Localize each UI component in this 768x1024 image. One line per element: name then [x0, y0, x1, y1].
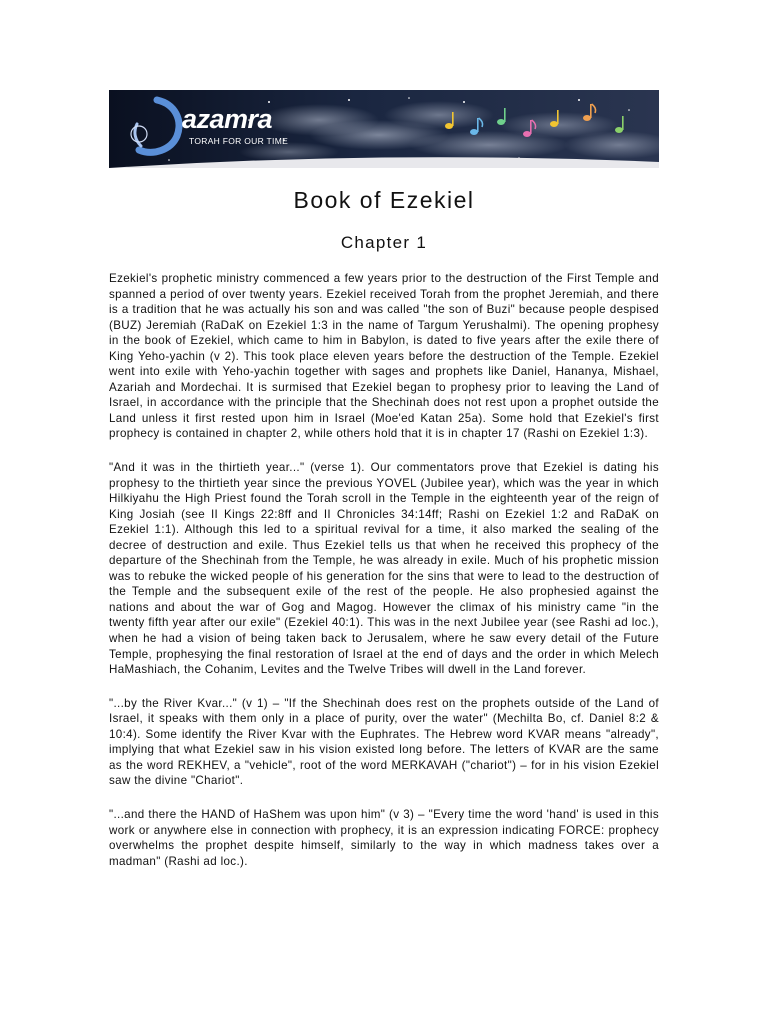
body-paragraph: "And it was in the thirtieth year..." (verse 1). Our commentators prove that Ezekiel is dating his prophesy to the thirtieth year since the previous YOVEL (Jubilee year), which was the year in which Hilkiyahu the High Priest found the Torah scroll in the Temple in the eighteenth year of the reign of King Josiah (see II Kings 22:8ff and II Chronicles 34:14ff; Rashi on Ezekiel 1:2 and RaDaK on Ezekiel 1:1). Although this led to a spiritual revival for a time, it also marked the sealing of the decree of destruction and exile. Thus Ezekiel tells us that when he received this prophecy of the departure of the Shechinah from the Temple, he was already in exile. Much of his prophetic mission was to rebuke the wicked people of his generation for the sins that were to lead to the destruction of the Temple and the subsequent exile of the rest of the people. He also prophesied against the nations and about the war of Gog and Magog. However the climax of his ministry came "in the twenty fifth year after our exile" (Ezekiel 40:1). This was in the next Jubilee year (see Rashi ad loc.), when he had a vision of being taken back to Jerusalem, where he saw every detail of the Future Temple, prophesying the final restoration of Israel at the end of days and the order in which Melech HaMashiach, the Cohanim, Levites and the Twelve Tribes will dwell in the Land forever. — [109, 461, 659, 677]
azamra-banner — [109, 90, 659, 168]
body-paragraph: "...and there the HAND of HaShem was upon him" (v 3) – "Every time the word 'hand' is used in this work or anywhere else in connection with prophecy, it is an expression indicating FORCE: prophecy overwhelms the prophet despite himself, similarly to the way in which madness takes over a madman" (Rashi ad loc.). — [109, 807, 659, 868]
chapter-heading: Chapter 1 — [340, 233, 428, 252]
document-title: Book of Ezekiel — [293, 187, 475, 213]
document-body — [109, 271, 659, 887]
body-paragraph: "...by the River Kvar..." (v 1) – "If the Shechinah does rest on the prophets outside of the Land of Israel, it speaks with them only in a place of purity, over the water" (Mechilta Bo, cf. Daniel 8:2 & 10:4). Some identify the River Kvar with the Euphrates. The Hebrew word KVAR means "already", implying that what Ezekiel saw in his vision existed long before. The letters of KVAR are the same as the word REKHEV, a "vehicle", root of the word MERKAVAH ("chariot") – for in his vision Ezekiel saw the divine "Chariot". — [109, 696, 659, 788]
logo-wordmark: azamra — [182, 104, 273, 134]
logo-tagline: TORAH FOR OUR TIME — [189, 136, 289, 146]
body-paragraph: Ezekiel's prophetic ministry commenced a few years prior to the destruction of the First Temple and spanned a period of over twenty years. Ezekiel received Torah from the prophet Jeremiah, and there is a tradition that he was actually his son and was called "the son of Buzi" because people despised (BUZ) Jeremiah (RaDaK on Ezekiel 1:3 in the name of Targum Yerushalmi). The opening prophesy in the book of Ezekiel, which came to him in Babylon, is dated to five years after the exile there of King Yeho-yachin (v 2). This took place eleven years before the destruction of the Temple. Ezekiel went into exile with Yeho-yachin together with sages and prophets like Daniel, Hananya, Mishael, Azariah and Mordechai. It is surmised that Ezekiel began to prophesy prior to leaving the Land of Israel, in accordance with the principle that the Shechinah does not rest upon a prophet outside the Land unless it first rested upon him in Israel (Moe'ed Katan 25a). Some hold that Ezekiel's first prophecy is contained in chapter 2, while others hold that it is in chapter 17 (Rashi on Ezekiel 1:3). — [109, 272, 659, 441]
